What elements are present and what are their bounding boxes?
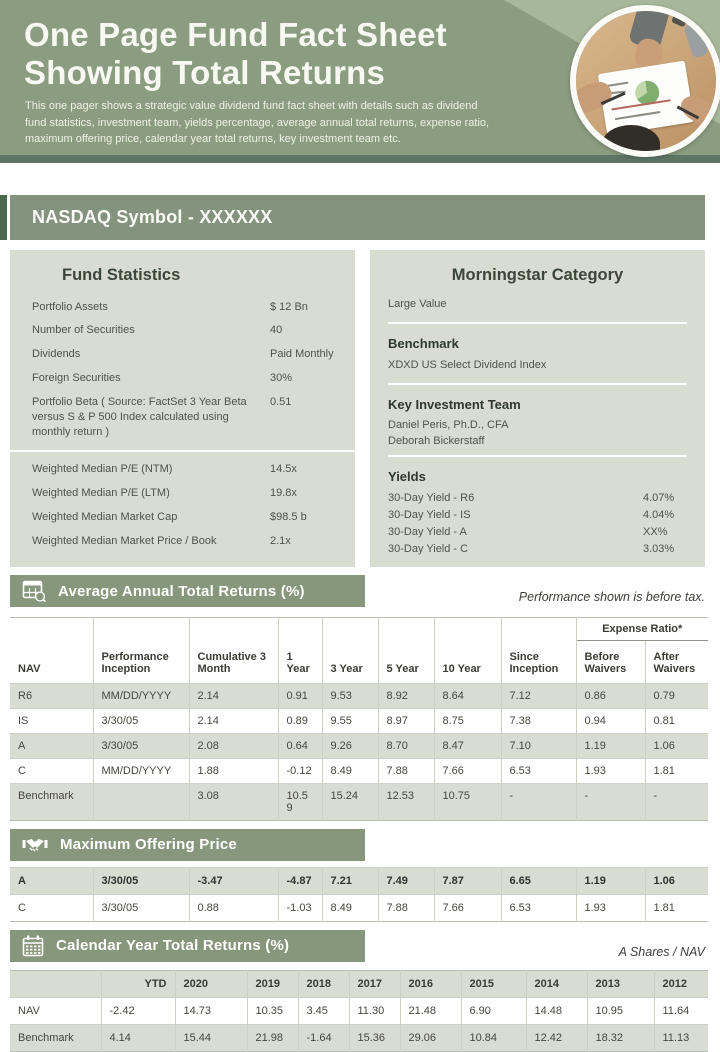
- table-cell: Benchmark: [10, 783, 93, 820]
- table-cell: -0.12: [278, 758, 322, 783]
- table-row-benchmark: [10, 783, 708, 820]
- page-description: This one pager shows a strategic value dividend fund fact sheet with details such as dividend fund statistics, investment team, yields percentage, average annual total returns, expense ratio, maximum offering price, calendar year total returns, key investment team etc.: [25, 100, 490, 145]
- table-row: [10, 758, 708, 783]
- table-cell: 9.55: [322, 708, 378, 733]
- yield-row: [388, 540, 687, 557]
- table-cell: 10.59: [278, 783, 322, 820]
- table-cell: MM/DD/YYYY: [93, 683, 189, 708]
- fund-stat-row: [10, 482, 355, 506]
- table-cell: 3/30/05: [93, 708, 189, 733]
- morningstar-panel: [370, 250, 705, 567]
- panel-divider: [10, 450, 355, 452]
- table-cell: 4.14: [101, 1024, 175, 1051]
- yield-value: 3.03%: [643, 542, 675, 555]
- column-header: 2014: [526, 970, 587, 997]
- table-cell: 1.93: [576, 758, 645, 783]
- table-cell: 8.92: [378, 683, 434, 708]
- fund-stat-value: 2.1x: [270, 534, 291, 547]
- table-cell: [93, 783, 189, 820]
- table-cell: 6.53: [501, 758, 576, 783]
- table-cell: 0.94: [576, 708, 645, 733]
- column-header: YTD: [101, 970, 175, 997]
- fund-stat-row: [10, 367, 355, 391]
- before-tax-note: Performance shown is before tax.: [518, 590, 705, 604]
- avg-returns-section-header: [10, 575, 705, 607]
- fund-stat-row: [10, 390, 355, 444]
- table-cell: 1.19: [576, 733, 645, 758]
- table-cell: 7.49: [378, 867, 434, 894]
- calendar-returns-bar: [10, 930, 365, 962]
- table-row: [10, 894, 708, 921]
- max-offering-section-header: [10, 829, 705, 861]
- expense-ratio-header: Expense Ratio*: [576, 618, 708, 641]
- page-title: [24, 16, 447, 93]
- table-cell: -1.03: [278, 894, 322, 921]
- table-cell: Benchmark: [10, 1024, 101, 1051]
- fund-statistics-title: Fund Statistics: [62, 266, 181, 284]
- fund-stat-label: Weighted Median Market Price / Book: [32, 534, 217, 547]
- max-offering-table: [10, 867, 708, 922]
- table-cell: 10.95: [587, 997, 654, 1024]
- table-row: [10, 708, 708, 733]
- table-cell: 10.35: [247, 997, 298, 1024]
- table-cell: 1.06: [645, 867, 708, 894]
- panel-divider: [388, 455, 687, 457]
- yield-value: XX%: [643, 525, 668, 538]
- table-cell: 2.14: [189, 708, 278, 733]
- column-header: 2016: [400, 970, 461, 997]
- table-cell: 0.89: [278, 708, 322, 733]
- table-cell: 9.26: [322, 733, 378, 758]
- table-cell: 9.53: [322, 683, 378, 708]
- table-cell: 3.45: [298, 997, 349, 1024]
- fund-statistics-panel: [10, 250, 355, 567]
- yield-row: [388, 523, 687, 540]
- table-cell: 0.81: [645, 708, 708, 733]
- yields-label: Yields: [388, 469, 426, 484]
- column-header: 2012: [654, 970, 708, 997]
- handshake-icon: [22, 836, 48, 853]
- left-accent-strip: [0, 195, 7, 240]
- table-cell: 7.12: [501, 683, 576, 708]
- fund-stat-label: Portfolio Beta ( Source: FactSet 3 Year Beta versus S & P 500 Index calculated using monthly return ): [32, 395, 247, 438]
- team-working-photo: [570, 5, 720, 157]
- yield-row: [388, 489, 687, 506]
- column-header: 5 Year: [378, 640, 434, 683]
- table-cell: 1.88: [189, 758, 278, 783]
- table-cell: 1.81: [645, 894, 708, 921]
- table-row: [10, 997, 708, 1024]
- column-header: After Waivers: [645, 640, 708, 683]
- fund-stat-label: Foreign Securities: [32, 372, 121, 385]
- column-header: 2019: [247, 970, 298, 997]
- fund-stat-row: [10, 343, 355, 367]
- max-offering-title: Maximum Offering Price: [60, 836, 237, 853]
- table-cell: 3/30/05: [93, 733, 189, 758]
- fund-stat-row: [10, 529, 355, 553]
- table-cell: 2.08: [189, 733, 278, 758]
- header-bottom-strip: [0, 155, 720, 163]
- panel-divider: [388, 322, 687, 324]
- table-cell: 7.88: [378, 894, 434, 921]
- yield-label: 30-Day Yield - A: [388, 525, 467, 538]
- fund-stat-value: 19.8x: [270, 487, 297, 500]
- table-cell: 12.53: [378, 783, 434, 820]
- table-cell: 15.24: [322, 783, 378, 820]
- column-header: Before Waivers: [576, 640, 645, 683]
- calendar-returns-table: [10, 970, 708, 1052]
- fund-stat-label: Dividends: [32, 348, 81, 361]
- table-cell: IS: [10, 708, 93, 733]
- table-cell: 11.13: [654, 1024, 708, 1051]
- fund-stat-value: Paid Monthly: [270, 348, 334, 361]
- team-member: Daniel Peris, Ph.D., CFA: [388, 419, 509, 431]
- table-cell: 7.10: [501, 733, 576, 758]
- calendar-icon: [22, 935, 44, 957]
- table-cell: 10.75: [434, 783, 501, 820]
- yield-label: 30-Day Yield - IS: [388, 508, 471, 521]
- table-cell: 2.14: [189, 683, 278, 708]
- fund-stat-value: 30%: [270, 372, 293, 385]
- table-cell: -3.47: [189, 867, 278, 894]
- column-header: 2020: [175, 970, 247, 997]
- table-cell: 8.49: [322, 758, 378, 783]
- expense-ratio-header-row: [10, 618, 708, 641]
- table-cell: NAV: [10, 997, 101, 1024]
- fund-stat-label: Weighted Median Market Cap: [32, 511, 178, 524]
- page-title-line2: Showing Total Returns: [24, 54, 386, 92]
- fund-stat-label: Portfolio Assets: [32, 300, 108, 313]
- table-cell: -: [501, 783, 576, 820]
- table-cell: 15.44: [175, 1024, 247, 1051]
- table-row: [10, 683, 708, 708]
- table-cell: 0.86: [576, 683, 645, 708]
- nasdaq-symbol-label: NASDAQ Symbol - XXXXXX: [32, 207, 273, 227]
- table-cell: 0.79: [645, 683, 708, 708]
- fund-stat-row: [10, 458, 355, 482]
- column-header: NAV: [10, 640, 93, 683]
- column-header: Performance Inception: [93, 640, 189, 683]
- fund-stat-row: [10, 319, 355, 343]
- yield-value: 4.07%: [643, 491, 675, 504]
- table-cell: -: [576, 783, 645, 820]
- yield-label: 30-Day Yield - R6: [388, 491, 475, 504]
- calendar-returns-title: Calendar Year Total Returns (%): [56, 937, 290, 954]
- column-header: 2017: [349, 970, 400, 997]
- table-cell: 18.32: [587, 1024, 654, 1051]
- fund-stat-value: $ 12 Bn: [270, 300, 308, 313]
- table-cell: 8.97: [378, 708, 434, 733]
- column-header: 2018: [298, 970, 349, 997]
- page-title-line1: One Page Fund Fact Sheet: [24, 16, 447, 53]
- table-cell: 14.73: [175, 997, 247, 1024]
- max-offering-bar: [10, 829, 365, 861]
- table-cell: 1.19: [576, 867, 645, 894]
- table-cell: 7.87: [434, 867, 501, 894]
- table-cell: A: [10, 867, 93, 894]
- table-cell: 7.21: [322, 867, 378, 894]
- table-cell: 29.06: [400, 1024, 461, 1051]
- column-header: 2015: [461, 970, 526, 997]
- calculator-icon: [22, 580, 46, 602]
- fund-stat-label: Weighted Median P/E (LTM): [32, 487, 170, 500]
- column-header: 2013: [587, 970, 654, 997]
- photo-person-head: [602, 125, 660, 151]
- table-cell: C: [10, 894, 93, 921]
- table-cell: 21.48: [400, 997, 461, 1024]
- column-header: [10, 970, 101, 997]
- table-cell: 0.91: [278, 683, 322, 708]
- table-cell: A: [10, 733, 93, 758]
- photo-watch: [671, 14, 687, 27]
- fund-stat-value: 0.51: [270, 395, 292, 408]
- table-cell: C: [10, 758, 93, 783]
- fund-stat-value: 40: [270, 324, 283, 337]
- table-cell: 10.84: [461, 1024, 526, 1051]
- table-row-benchmark: [10, 1024, 708, 1051]
- nasdaq-symbol-bar: [10, 195, 705, 240]
- column-header: Since Inception: [501, 640, 576, 683]
- table-cell: 6.65: [501, 867, 576, 894]
- table-cell: 6.53: [501, 894, 576, 921]
- table-cell: 6.90: [461, 997, 526, 1024]
- table-cell: 8.70: [378, 733, 434, 758]
- column-header: 3 Year: [322, 640, 378, 683]
- team-member: Deborah Bickerstaff: [388, 435, 485, 447]
- table-cell: 0.64: [278, 733, 322, 758]
- morningstar-category: Large Value: [388, 298, 447, 310]
- table-cell: 7.66: [434, 894, 501, 921]
- fund-stat-row: [10, 295, 355, 319]
- table-cell: 3.08: [189, 783, 278, 820]
- fund-stat-value: $98.5 b: [270, 511, 307, 524]
- yield-row: [388, 506, 687, 523]
- a-shares-nav-note: A Shares / NAV: [618, 944, 705, 959]
- table-cell: 7.66: [434, 758, 501, 783]
- fund-stat-label: Weighted Median P/E (NTM): [32, 463, 173, 476]
- benchmark-value: XDXD US Select Dividend Index: [388, 359, 547, 371]
- table-cell: R6: [10, 683, 93, 708]
- table-cell: 1.93: [576, 894, 645, 921]
- fund-stat-value: 14.5x: [270, 463, 297, 476]
- column-header: Cumulative 3 Month: [189, 640, 278, 683]
- table-cell: 8.75: [434, 708, 501, 733]
- table-cell: -: [645, 783, 708, 820]
- benchmark-label: Benchmark: [388, 336, 459, 351]
- yield-label: 30-Day Yield - C: [388, 542, 469, 555]
- table-cell: 14.48: [526, 997, 587, 1024]
- table-cell: 7.88: [378, 758, 434, 783]
- table-cell: 7.38: [501, 708, 576, 733]
- fund-stat-row: [10, 506, 355, 530]
- table-cell: 8.64: [434, 683, 501, 708]
- table-cell: -4.87: [278, 867, 322, 894]
- table-row: [10, 733, 708, 758]
- fund-stat-label: Number of Securities: [32, 324, 135, 337]
- column-header-row: [10, 640, 708, 683]
- morningstar-title: Morningstar Category: [451, 266, 624, 284]
- table-cell: -2.42: [101, 997, 175, 1024]
- table-cell: 1.81: [645, 758, 708, 783]
- table-cell: 1.06: [645, 733, 708, 758]
- year-header-row: [10, 970, 708, 997]
- table-cell: 15.36: [349, 1024, 400, 1051]
- table-cell: 3/30/05: [93, 867, 189, 894]
- morningstar-body: [370, 295, 705, 557]
- yield-value: 4.04%: [643, 508, 675, 521]
- table-cell: MM/DD/YYYY: [93, 758, 189, 783]
- calendar-returns-section-header: [10, 930, 705, 962]
- avg-returns-table: [10, 617, 708, 821]
- column-header: 1 Year: [278, 640, 322, 683]
- table-row: [10, 867, 708, 894]
- table-cell: 3/30/05: [93, 894, 189, 921]
- nasdaq-symbol-row: [0, 195, 720, 240]
- avg-returns-title: Average Annual Total Returns (%): [58, 582, 305, 600]
- info-panels: [10, 250, 705, 567]
- avg-returns-bar: [10, 575, 365, 607]
- table-cell: 8.47: [434, 733, 501, 758]
- table-cell: -1.64: [298, 1024, 349, 1051]
- table-cell: 0.88: [189, 894, 278, 921]
- table-cell: 11.64: [654, 997, 708, 1024]
- column-header: 10 Year: [434, 640, 501, 683]
- table-cell: 11.30: [349, 997, 400, 1024]
- table-cell: 21.98: [247, 1024, 298, 1051]
- key-investment-team-label: Key Investment Team: [388, 397, 521, 412]
- table-cell: 12.42: [526, 1024, 587, 1051]
- table-cell: 8.49: [322, 894, 378, 921]
- panel-divider: [388, 383, 687, 385]
- photo-art: [576, 11, 716, 151]
